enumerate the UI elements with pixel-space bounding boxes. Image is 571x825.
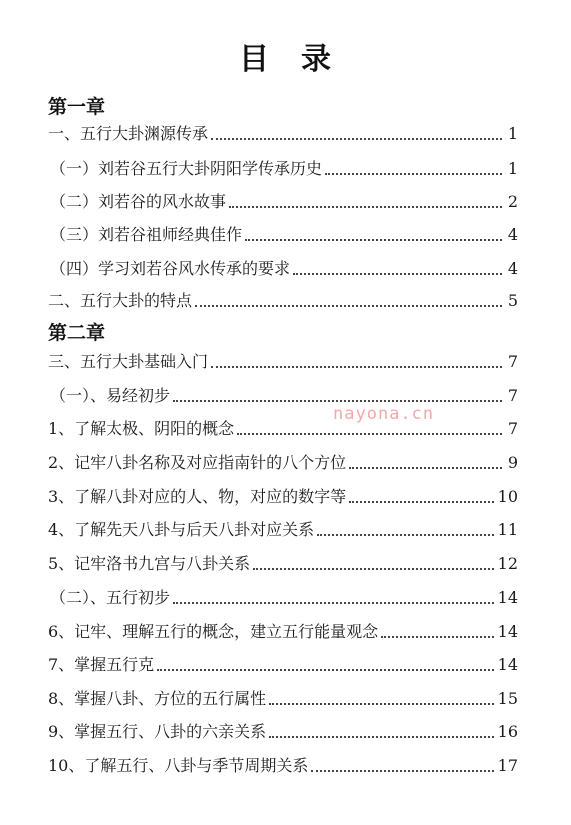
toc-entry-19[interactable] [48,747,518,777]
toc-entry-4[interactable] [50,216,518,246]
toc-entry-text: 5、记牢洛书九宫与八卦关系 [48,554,251,573]
toc-entry-9[interactable] [48,410,518,440]
toc-entry-text: （二）刘若谷的风水故事 [50,192,227,211]
toc-entry-text: 1、了解太极、阴阳的概念 [48,419,235,438]
toc-entry-3[interactable] [50,183,518,213]
toc-entry-text: （一）、易经初步 [50,386,171,405]
dot-leader [195,305,502,307]
dot-leader [293,273,502,275]
toc-entry-11[interactable] [48,478,518,508]
toc-entry-text: 10、了解五行、八卦与季节周期关系 [48,756,309,775]
toc-entry-text: 7、掌握五行克 [48,655,155,674]
toc-entry-5[interactable] [50,250,518,280]
toc-entry-6[interactable] [48,282,518,312]
toc-entry-text: 一、五行大卦渊源传承 [48,124,209,143]
dot-leader [349,501,493,503]
toc-entry-17[interactable] [48,680,518,710]
dot-leader [311,770,493,772]
toc-entry-page: 7 [507,419,518,438]
toc-entry-text: （一）刘若谷五行大卦阴阳学传承历史 [50,159,323,178]
dot-leader [211,366,502,368]
toc-entry-16[interactable] [48,646,518,676]
toc-entry-text: 二、五行大卦的特点 [48,291,193,310]
toc-entry-page: 14 [497,588,518,607]
toc-entry-7[interactable] [48,343,518,373]
toc-entry-text: 9、掌握五行、八卦的六亲关系 [48,722,267,741]
dot-leader [381,636,493,638]
toc-entry-text: （二）、五行初步 [50,588,171,607]
dot-leader [173,400,502,402]
toc-entry-14[interactable] [50,579,518,609]
toc-entry-text: 3、了解八卦对应的人、物，对应的数字等 [48,487,347,506]
toc-entry-page: 15 [497,689,518,708]
toc-entry-page: 12 [497,554,518,573]
dot-leader [269,736,493,738]
toc-entry-page: 14 [497,622,518,641]
toc-entry-15[interactable] [48,613,518,643]
dot-leader [325,173,502,175]
toc-entry-page: 7 [507,352,518,371]
toc-entry-page: 16 [497,722,518,741]
dot-leader [157,669,493,671]
toc-entry-page: 1 [507,159,518,178]
dot-leader [211,138,502,140]
watermark: nayona.cn [333,404,435,424]
toc-entry-text: 2、记牢八卦名称及对应指南针的八个方位 [48,453,347,472]
chapter-heading-2: 第二章 [48,322,106,344]
toc-entry-page: 14 [497,655,518,674]
toc-entry-text: （三）刘若谷祖师经典佳作 [50,225,243,244]
toc-entry-10[interactable] [48,444,518,474]
toc-entry-text: （四）学习刘若谷风水传承的要求 [50,259,291,278]
toc-entry-18[interactable] [48,713,518,743]
toc-entry-text: 4、了解先天八卦与后天八卦对应关系 [48,520,315,539]
toc-entry-page: 4 [507,259,518,278]
toc-entry-page: 5 [507,291,518,310]
toc-entry-1[interactable] [48,115,518,145]
toc-entry-12[interactable] [48,511,518,541]
dot-leader [245,239,502,241]
toc-entry-13[interactable] [48,545,518,575]
dot-leader [253,568,493,570]
toc-entry-page: 4 [507,225,518,244]
dot-leader [317,534,493,536]
dot-leader [173,602,494,604]
toc-entry-text: 6、记牢、理解五行的概念，建立五行能量观念 [48,622,379,641]
toc-entry-page: 1 [507,124,518,143]
toc-entry-page: 9 [507,453,518,472]
toc-entry-page: 11 [497,520,518,539]
toc-entry-text: 三、五行大卦基础入门 [48,352,209,371]
toc-entry-text: 8、掌握八卦、方位的五行属性 [48,689,267,708]
chapter-heading-1: 第一章 [48,96,106,118]
dot-leader [269,703,493,705]
dot-leader [229,206,502,208]
toc-entry-8[interactable] [50,377,518,407]
toc-entry-page: 10 [497,487,518,506]
toc-entry-page: 7 [507,386,518,405]
toc-entry-2[interactable] [50,150,518,180]
dot-leader [349,467,502,469]
toc-entry-page: 2 [507,192,518,211]
page-title: 目 录 [239,42,332,77]
toc-entry-page: 17 [497,756,518,775]
dot-leader [237,433,502,435]
